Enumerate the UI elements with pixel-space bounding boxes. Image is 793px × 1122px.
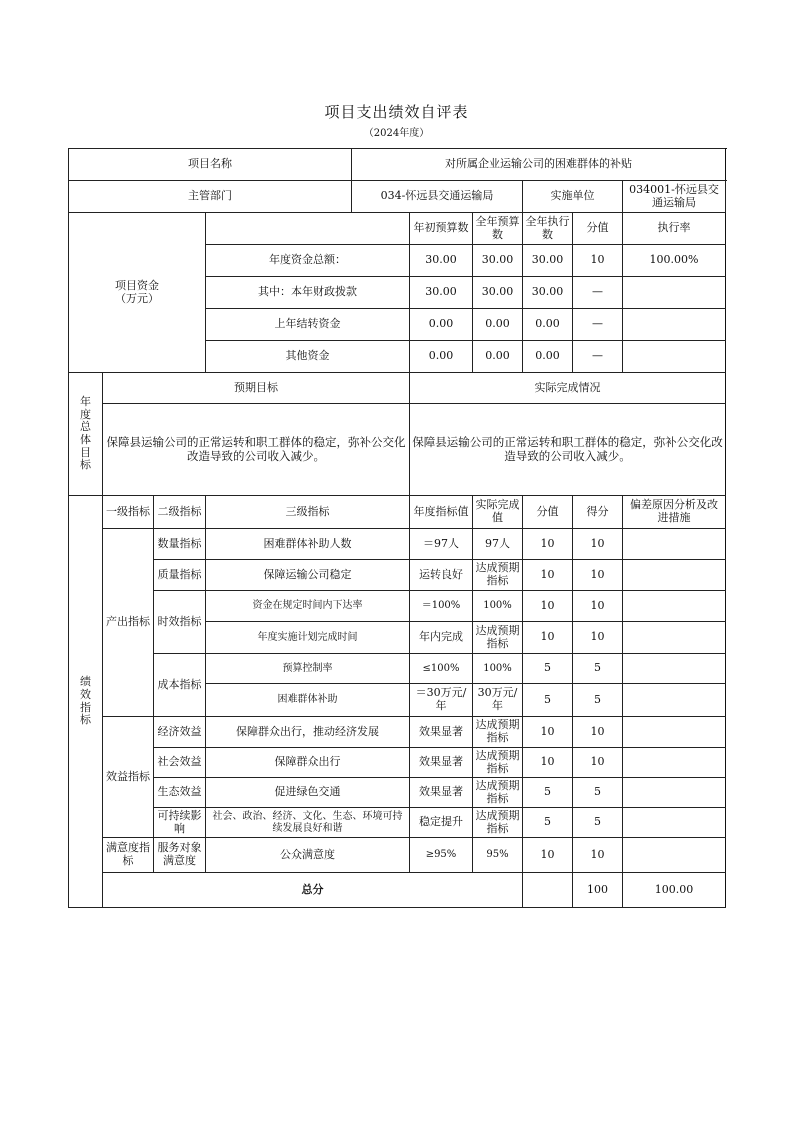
indicator-got: 10 (573, 560, 623, 591)
indicator-score: 10 (523, 591, 573, 622)
indicator-score: 5 (523, 684, 573, 717)
indicator-score: 10 (523, 838, 573, 873)
funds-row-name: 年度资金总额： (206, 245, 410, 277)
indicator-target: 年内完成 (410, 622, 473, 654)
indicator-actual: 达成预期指标 (473, 717, 523, 748)
funds-cell: 30.00 (523, 277, 573, 309)
total-label: 总分 (103, 873, 523, 908)
project-name-label: 项目名称 (69, 149, 352, 181)
indicator-actual: 95% (473, 838, 523, 873)
evaluation-table (68, 148, 726, 908)
indicator-target: ≥95% (410, 838, 473, 873)
funds-header-annual: 全年预算数 (473, 213, 523, 245)
indicator-deviation (623, 778, 726, 808)
funds-row-name: 上年结转资金 (206, 309, 410, 341)
total-blank (523, 873, 573, 908)
indicator-deviation (623, 808, 726, 838)
funds-header-score: 分值 (573, 213, 623, 245)
dept-label: 主管部门 (69, 181, 352, 213)
funds-cell (623, 309, 726, 341)
indicator-score: 10 (523, 529, 573, 560)
level2-quality: 质量指标 (154, 560, 206, 591)
perf-header: 二级指标 (154, 496, 206, 529)
funds-cell: 30.00 (473, 245, 523, 277)
indicator-actual: 97人 (473, 529, 523, 560)
perf-header: 偏差原因分析及改进措施 (623, 496, 726, 529)
indicator-got: 10 (573, 748, 623, 778)
funds-header-blank (206, 213, 410, 245)
actual-completion-text: 保障县运输公司的正常运转和职工群体的稳定，弥补公交化改造导致的公司收入减少。 (410, 404, 726, 496)
dept-value: 034-怀远县交通运输局 (352, 181, 523, 213)
level2-social: 社会效益 (154, 748, 206, 778)
indicator-target: 运转良好 (410, 560, 473, 591)
indicator-name: 困难群体补助 (206, 684, 410, 717)
indicator-deviation (623, 560, 726, 591)
impl-unit-value: 034001-怀远县交通运输局 (623, 181, 726, 213)
funds-label: 项目资金 （万元） (69, 213, 206, 373)
indicator-got: 10 (573, 591, 623, 622)
indicator-actual: 100% (473, 654, 523, 684)
indicator-score: 10 (523, 622, 573, 654)
indicator-name: 年度实施计划完成时间 (206, 622, 410, 654)
funds-cell: 0.00 (523, 341, 573, 373)
indicator-score: 10 (523, 717, 573, 748)
indicator-score: 5 (523, 778, 573, 808)
indicator-name: 公众满意度 (206, 838, 410, 873)
level2-ecological: 生态效益 (154, 778, 206, 808)
funds-cell: 30.00 (410, 245, 473, 277)
indicator-got: 5 (573, 684, 623, 717)
indicator-name: 资金在规定时间内下达率 (206, 591, 410, 622)
indicator-got: 10 (573, 717, 623, 748)
funds-cell: 30.00 (473, 277, 523, 309)
level1-benefit: 效益指标 (103, 717, 154, 838)
indicator-deviation (623, 717, 726, 748)
actual-completion-label: 实际完成情况 (410, 373, 726, 404)
indicator-target: ≤100% (410, 654, 473, 684)
indicator-deviation (623, 654, 726, 684)
perf-header: 实际完成值 (473, 496, 523, 529)
indicator-name: 困难群体补助人数 (206, 529, 410, 560)
indicator-actual: 达成预期指标 (473, 778, 523, 808)
indicator-deviation (623, 838, 726, 873)
funds-header-initial: 年初预算数 (410, 213, 473, 245)
funds-cell: — (573, 277, 623, 309)
indicator-score: 10 (523, 560, 573, 591)
indicator-score: 5 (523, 808, 573, 838)
funds-cell (623, 277, 726, 309)
funds-row-name: 其中：本年财政拨款 (206, 277, 410, 309)
indicator-target: 效果显著 (410, 748, 473, 778)
indicator-deviation (623, 591, 726, 622)
level1-output: 产出指标 (103, 529, 154, 717)
indicator-got: 5 (573, 654, 623, 684)
page-title: 项目支出绩效自评表 (324, 103, 469, 121)
indicator-target: 稳定提升 (410, 808, 473, 838)
indicator-deviation (623, 684, 726, 717)
funds-cell: 0.00 (473, 341, 523, 373)
indicator-actual: 达成预期指标 (473, 560, 523, 591)
funds-cell: 100.00% (623, 245, 726, 277)
perf-header: 得分 (573, 496, 623, 529)
indicator-target: ＝30万元/年 (410, 684, 473, 717)
indicator-target: ＝100% (410, 591, 473, 622)
total-got: 100.00 (623, 873, 726, 908)
indicator-name: 预算控制率 (206, 654, 410, 684)
indicator-score: 5 (523, 654, 573, 684)
perf-header: 年度指标值 (410, 496, 473, 529)
perf-header: 三级指标 (206, 496, 410, 529)
funds-cell: 0.00 (473, 309, 523, 341)
indicator-name: 保障群众出行，推动经济发展 (206, 717, 410, 748)
level2-sustainable: 可持续影响 (154, 808, 206, 838)
funds-header-rate: 执行率 (623, 213, 726, 245)
indicator-actual: 达成预期指标 (473, 748, 523, 778)
perf-header: 一级指标 (103, 496, 154, 529)
funds-cell (623, 341, 726, 373)
indicator-got: 5 (573, 808, 623, 838)
indicator-name: 社会、政治、经济、文化、生态、环境可持续发展良好和谐 (206, 808, 410, 838)
funds-cell: 30.00 (410, 277, 473, 309)
annual-goals-label: 年 度 总 体 目 标 (69, 373, 103, 496)
indicator-actual: 达成预期指标 (473, 622, 523, 654)
funds-cell: 0.00 (410, 341, 473, 373)
level2-timeliness: 时效指标 (154, 591, 206, 654)
indicator-target: 效果显著 (410, 778, 473, 808)
indicator-got: 10 (573, 622, 623, 654)
level2-economic: 经济效益 (154, 717, 206, 748)
indicator-score: 10 (523, 748, 573, 778)
indicator-target: ＝97人 (410, 529, 473, 560)
perf-header: 分值 (523, 496, 573, 529)
indicator-got: 5 (573, 778, 623, 808)
indicator-actual: 100% (473, 591, 523, 622)
performance-label: 绩 效 指 标 (69, 496, 103, 908)
funds-header-executed: 全年执行数 (523, 213, 573, 245)
funds-row-name: 其他资金 (206, 341, 410, 373)
level2-quantity: 数量指标 (154, 529, 206, 560)
indicator-target: 效果显著 (410, 717, 473, 748)
year-subtitle: （2024年度） (363, 128, 430, 139)
level2-service-satisfaction: 服务对象满意度 (154, 838, 206, 873)
indicator-name: 保障群众出行 (206, 748, 410, 778)
indicator-actual: 30万元/年 (473, 684, 523, 717)
indicator-deviation (623, 622, 726, 654)
funds-cell: 0.00 (410, 309, 473, 341)
funds-cell: — (573, 309, 623, 341)
indicator-name: 保障运输公司稳定 (206, 560, 410, 591)
indicator-deviation (623, 529, 726, 560)
indicator-name: 促进绿色交通 (206, 778, 410, 808)
level2-cost: 成本指标 (154, 654, 206, 717)
indicator-actual: 达成预期指标 (473, 808, 523, 838)
expected-goal-label: 预期目标 (103, 373, 410, 404)
indicator-deviation (623, 748, 726, 778)
funds-cell: — (573, 341, 623, 373)
funds-cell: 10 (573, 245, 623, 277)
impl-unit-label: 实施单位 (523, 181, 623, 213)
funds-cell: 30.00 (523, 245, 573, 277)
indicator-got: 10 (573, 529, 623, 560)
total-score: 100 (573, 873, 623, 908)
project-name-value: 对所属企业运输公司的困难群体的补贴 (352, 149, 726, 181)
funds-cell: 0.00 (523, 309, 573, 341)
expected-goal-text: 保障县运输公司的正常运转和职工群体的稳定，弥补公交化改造导致的公司收入减少。 (103, 404, 410, 496)
level1-satisfaction: 满意度指标 (103, 838, 154, 873)
indicator-got: 10 (573, 838, 623, 873)
